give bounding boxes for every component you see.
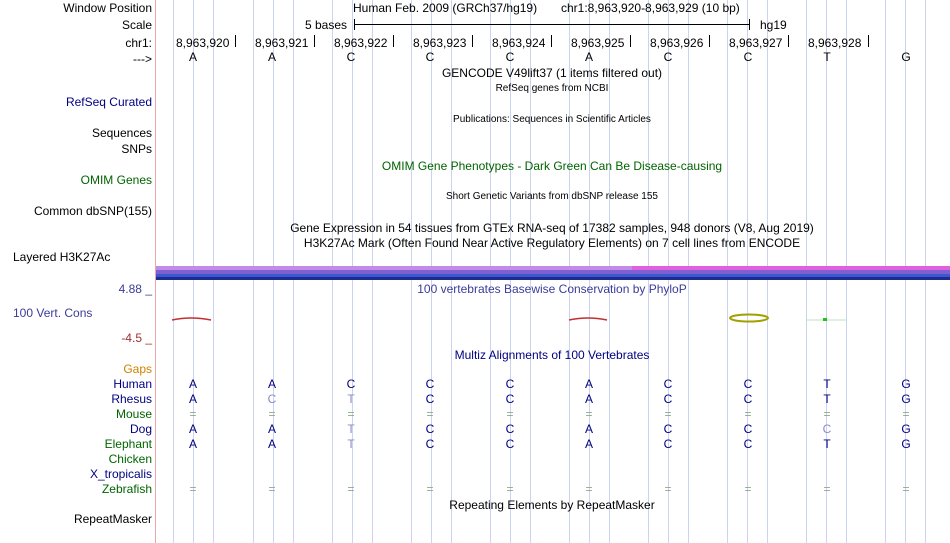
scale-label: Scale	[121, 18, 152, 32]
conservation-plot	[156, 310, 950, 330]
species-label-chicken: Chicken	[108, 452, 152, 466]
species-label-zebrafish: Zebrafish	[101, 482, 152, 496]
chrom-label: chr1:	[125, 36, 152, 50]
track-label-cons[interactable]: 100 Vert. Cons	[13, 306, 93, 320]
alignment-row-dog: A A T C C A C C C G	[188, 422, 911, 436]
sequence-base: G	[901, 50, 911, 64]
ruler-tick-label: 8,963,920	[176, 36, 230, 50]
sequence-base: A	[188, 50, 197, 64]
gencode-track-title: GENCODE V49lift37 (1 items filtered out)	[441, 66, 663, 80]
db-label: hg19	[760, 18, 787, 32]
phylop-track-title: 100 vertebrates Basewise Conservation by PhyloP	[417, 282, 687, 296]
ruler-tick-label: 8,963,925	[571, 36, 625, 50]
assembly-title: Human Feb. 2009 (GRCh37/hg19)	[353, 1, 538, 15]
species-label-dog: Dog	[129, 422, 152, 436]
track-image-panel[interactable]	[156, 0, 950, 543]
gtex-track-title: Gene Expression in 54 tissues from GTEx RNA-seq of 17382 samples, 948 donors (V8, Aug 2019)	[290, 221, 814, 235]
alignment-row-elephant: A A T C C A C C T G	[188, 437, 911, 451]
ruler-tick-label: 8,963,926	[650, 36, 704, 50]
alignment-row-human: A A C C C A C C T G	[188, 377, 911, 391]
cons-min-label: -4.5 _	[121, 331, 152, 345]
sequence-base: C	[346, 50, 356, 64]
repeatmasker-track-title: Repeating Elements by RepeatMasker	[449, 498, 655, 512]
publications-track-title: Publications: Sequences in Scientific Articles	[453, 114, 651, 125]
refseq-track-title: RefSeq genes from NCBI	[495, 83, 609, 94]
track-label-sequences[interactable]: Sequences	[91, 126, 152, 140]
h3k27ac-track-title: H3K27Ac Mark (Often Found Near Active Regulatory Elements) on 7 cell lines from ENCODE	[303, 236, 801, 250]
species-label-human: Human	[113, 377, 152, 391]
multiz-track-title: Multiz Alignments of 100 Vertebrates	[454, 348, 650, 362]
ruler-tick-label: 8,963,928	[808, 36, 862, 50]
sequence-base: C	[743, 50, 753, 64]
sequence-base: C	[505, 50, 515, 64]
track-label-refseq[interactable]: RefSeq Curated	[65, 95, 152, 109]
sequence-base: C	[425, 50, 435, 64]
ruler-tick-label: 8,963,923	[413, 36, 467, 50]
strand-arrow-label[interactable]: --->	[133, 52, 152, 66]
sequence-base: A	[584, 50, 593, 64]
scale-bar	[354, 24, 750, 25]
species-label-xtropicalis: X_tropicalis	[89, 467, 152, 481]
track-label-snps[interactable]: SNPs	[121, 142, 152, 156]
window-position-label: Window Position	[63, 1, 152, 15]
track-label-repeatmasker[interactable]: RepeatMasker	[73, 512, 152, 526]
track-label-dbsnp[interactable]: Common dbSNP(155)	[33, 204, 152, 218]
h3k27ac-signal	[156, 266, 950, 280]
alignment-row-zebrafish: = = = = = = = = = =	[189, 482, 910, 496]
dbsnp-track-title: Short Genetic Variants from dbSNP release 155	[446, 191, 658, 202]
omim-track-title: OMIM Gene Phenotypes - Dark Green Can Be Disease-causing	[381, 159, 723, 173]
sequence-base: A	[267, 50, 276, 64]
scale-bar-label: 5 bases	[305, 18, 348, 32]
cons-max-label: 4.88 _	[118, 282, 152, 296]
species-label-elephant: Elephant	[104, 437, 152, 451]
alignment-row-rhesus: A C T C C A C C T G	[188, 392, 911, 406]
ruler-tick-label: 8,963,924	[492, 36, 546, 50]
track-label-gaps[interactable]: Gaps	[123, 362, 152, 376]
species-label-rhesus: Rhesus	[111, 392, 152, 406]
ruler-tick-label: 8,963,927	[729, 36, 783, 50]
ruler-tick-label: 8,963,922	[334, 36, 388, 50]
track-label-omim[interactable]: OMIM Genes	[80, 173, 152, 187]
sequence-base: T	[823, 50, 831, 64]
position-readout: chr1:8,963,920-8,963,929 (10 bp)	[561, 1, 740, 15]
track-label-h3k27ac[interactable]: Layered H3K27Ac	[13, 250, 111, 264]
track-label-panel	[0, 0, 155, 543]
ruler-tick-label: 8,963,921	[255, 36, 309, 50]
alignment-row-mouse: = = = = = = = = = =	[189, 407, 910, 421]
sequence-base: C	[663, 50, 673, 64]
species-label-mouse: Mouse	[115, 407, 152, 421]
